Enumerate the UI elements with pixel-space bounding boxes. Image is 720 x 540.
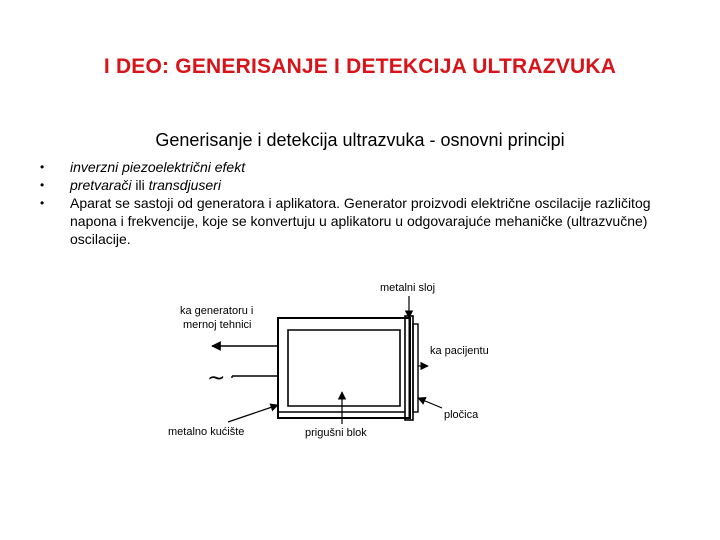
label-ka-generatoru-line2: mernoj tehnici bbox=[183, 319, 252, 331]
metal-housing-inner bbox=[288, 330, 400, 406]
ac-source-symbol: ~ bbox=[207, 366, 226, 391]
bullet-text: inverzni piezoelektrični efekt bbox=[70, 159, 246, 175]
page-title: I DEO: GENERISANJE I DETEKCIJA ULTRAZVUKA bbox=[103, 55, 617, 78]
metal-housing-outer bbox=[278, 318, 410, 418]
section-subtitle: Generisanje i detekcija ultrazvuka - osnovni principi bbox=[155, 130, 565, 150]
label-plocica: pločica bbox=[444, 409, 479, 421]
bullet-text: Aparat se sastoji od generatora i aplikatora. Generator proizvodi električne oscilacije različitog napona i frekvencije, koje se konvertuju u aplikatoru u odgovarajuće mehaničke (ultrazvučne) oscilacije. bbox=[70, 195, 651, 247]
bullet-marker: • bbox=[40, 178, 45, 192]
label-metalno-kuciste: metalno kućište bbox=[168, 426, 245, 438]
label-ka-generatoru-line1: ka generatoru i bbox=[180, 305, 254, 317]
bullet-marker: • bbox=[40, 196, 45, 210]
bullet-text-part: transdjuseri bbox=[148, 177, 221, 193]
label-prigusni-blok: prigušni blok bbox=[305, 427, 367, 439]
arrow-metalno-kuciste bbox=[228, 405, 278, 422]
bullet-marker: • bbox=[40, 160, 45, 174]
arrow-plocica bbox=[418, 398, 442, 408]
bullet-text-part: ili bbox=[131, 177, 149, 193]
label-metalni-sloj: metalni sloj bbox=[380, 282, 436, 294]
label-ka-pacijentu: ka pacijentu bbox=[430, 345, 489, 357]
bullet-text-part: pretvarači bbox=[70, 177, 132, 193]
